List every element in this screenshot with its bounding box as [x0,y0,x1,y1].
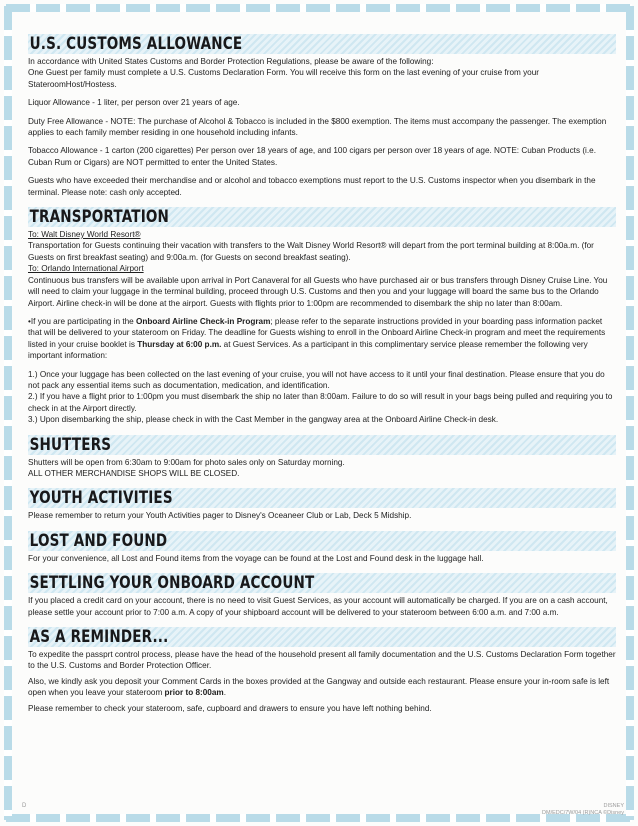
customs-declaration: One Guest per family must complete a U.S. Customs Declaration Form. You will receive this form on the last evening of your cruise from your StateroomHost/Hostess. [28,68,540,89]
airport-heading: To: Orlando International Airport [28,264,144,274]
youth-text: Please remember to return your Youth Activities pager to Disney's Oceaneer Club or Lab, Deck 5 Midship. [28,511,412,521]
wdw-text: Transportation for Guests continuing their vacation with transfers to the Walt Disney World Resort® will depart from the port terminal building at 8:00a.m. (for Guests on first breakfast seating) and 9:00a.m. (for Guests on second breakfast seating). [28,241,594,262]
footer-brand: DISNEY [603,803,624,809]
checkin-deadline: Thursday at 6:00 p.m. [137,339,222,349]
section-title-youth: YOUTH ACTIVITIES [29,488,173,508]
shops-closed-notice: ALL OTHER MERCHANDISE SHOPS WILL BE CLOSED. [28,468,240,478]
section-banner [28,627,616,647]
tobacco-allowance: Tobacco Allowance - 1 carton (200 cigarettes) Per person over 18 years of age, and 100 cigars per person over 18 years of age. NOTE: Cuban Products (i.e. Cuban Rum or Cigars) are NOT permitted to enter the United States. [28,146,596,167]
section-title-transportation: TRANSPORTATION [29,207,170,227]
footer-left-mark: D [22,803,27,809]
shutters-hours: Shutters will be open from 6:30am to 9:00am for photo sales only on Saturday morning. [28,457,345,467]
section-banner [28,207,616,227]
checkin-item-3: 3.) Upon disembarking the ship, please check in with the Cast Member in the gangway area at the Onboard Airline Check-in desk. [28,415,499,425]
settling-text: If you placed a credit card on your account, there is no need to visit Guest Services, as your account will automatically be charged. If you are on a cash account, please settle your account prior to 7:00 a.m. A copy of your shipboard account will be delivered to your stateroom between 6:00 a.m. and 7:00 a.m. [28,596,608,617]
section-title-customs: U.S. CUSTOMS ALLOWANCE [29,34,243,53]
exceeded-exemptions: Guests who have exceeded their merchandise and or alcohol and tobacco exemptions must report to the U.S. Customs inspector when you disembark in the terminal. Please note: cash only accepted. [28,176,596,197]
decorative-border-bottom [6,814,632,822]
checkin-item-2: 2.) If you have a flight prior to 1:00pm you must disembark the ship no later than 8:00am. Failure to do so will result in your bags being pulled and requiring you to check in at the Airport directly. [28,392,613,413]
section-lost-and-found [28,531,616,564]
section-youth-activities [28,488,616,521]
duty-free-allowance: Duty Free Allowance - NOTE: The purchase of Alcohol & Tobacco is included in the $800 exemption. The items must accompany the passenger. The exemption applies to each family member residing in one household including infants. [28,116,607,138]
section-banner [28,573,616,593]
section-banner [28,488,616,508]
footer-code [542,803,624,817]
reminder-comment-cards [28,676,616,699]
reminder-text-a: Also, we kindly ask you deposit your Comment Cards in the boxes provided at the Gangway and outside each restaurant. Please ensure your in-room safe is left open when you leave your stateroom [28,676,610,698]
section-settling-account [28,573,616,618]
checkin-text-a: •If you are participating in the [28,316,137,326]
airport-text: Continuous bus transfers will be available upon arrival in Port Canaveral for all Guests who have purchased air or bus transfers through Disney Cruise Line. You will need to claim your luggage in the terminal building, proceed through U.S. Customs and then you and your luggage will board the same bus to the Orlando Airport. Airline check-in will be done at the airport. Guests with flights prior to 1:00pm are recommended to disembark the ship no later than 8:00am. [28,275,608,308]
section-banner [28,531,616,551]
section-title-settling: SETTLING YOUR ONBOARD ACCOUNT [29,573,315,593]
section-title-reminder: AS A REMINDER... [29,627,169,646]
section-title-shutters: SHUTTERS [29,434,112,454]
section-banner [28,435,616,455]
reminder-passport: To expedite the passprt control process, please have the head of the household present all family documentation and the U.S. Customs Declaration Form together to the U.S. Customs and Border Protection Officer. [28,650,616,671]
checkin-item-1: 1.) Once your luggage has been collected on the last evening of your cruise, you will not have access to it until your final destination. Please ensure that you do not pack any essential items such as documentation, medication, and identification. [28,369,605,390]
reminder-text-c: . [223,688,226,698]
reminder-safe-deadline: prior to 8:00am [164,688,224,698]
footer-print-code: DM/EDC/7W/04 (R)NCA ©Disney [542,810,624,816]
checkin-text-b: ; please refer to the separate instructions provided in your boarding pass information packet that will be delivered to your stateroom on Friday. The deadline for Guests wishing to enroll in the Onboard Airline Check-in program and meet the requirements listed in your cruise booklet is [28,316,606,349]
decorative-border-top [6,4,632,12]
decorative-border-left [4,6,12,820]
reminder-check-stateroom: Please remember to check your stateroom, safe, cupboard and drawers to ensure you have left nothing behind. [28,703,432,713]
checkin-text-c: at Guest Services. As a participant in this complimentary service please remember the following very important information: [28,339,588,361]
section-transportation [28,207,616,426]
section-shutters [28,435,616,480]
airline-checkin-text [28,316,616,362]
section-reminder [28,627,616,714]
page-content [28,34,616,723]
customs-intro: In accordance with United States Customs and Border Protection Regulations, please be aware of the following: [28,57,434,66]
decorative-border-right [626,6,634,820]
lost-found-text: For your convenience, all Lost and Found items from the voyage can be found at the Lost and Found desk in the luggage hall. [28,553,484,563]
section-banner [28,34,616,54]
section-customs [28,34,616,198]
liquor-allowance: Liquor Allowance - 1 liter, per person over 21 years of age. [28,98,240,108]
wdw-heading: To: Walt Disney World Resort® [28,230,141,240]
section-title-lost-found: LOST AND FOUND [29,530,168,550]
checkin-program-name: Onboard Airline Check-in Program [136,316,271,326]
